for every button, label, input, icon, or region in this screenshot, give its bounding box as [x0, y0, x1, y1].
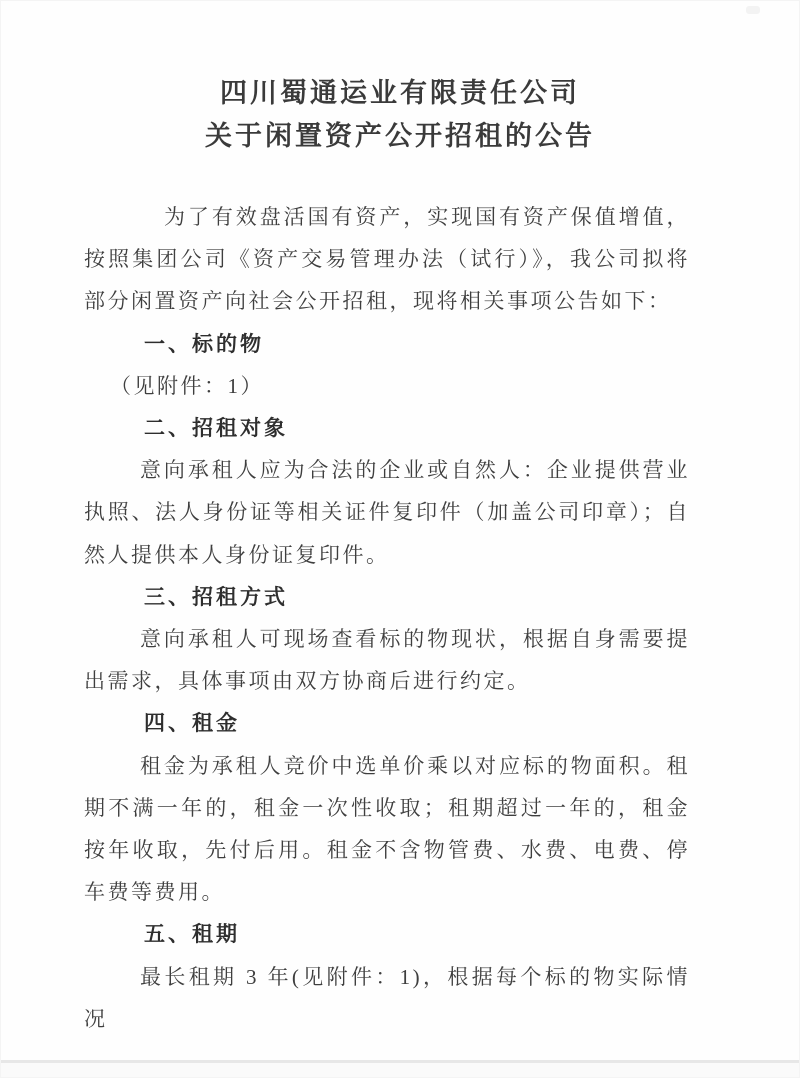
section-5-paragraph: 最长租期 3 年(见附件：1)，根据每个标的物实际情况: [84, 964, 690, 1031]
scan-smudge-artifact: [746, 6, 760, 14]
title-line-subject: 关于闲置资产公开招租的公告: [205, 121, 595, 151]
section-2-paragraph: 意向承租人应为合法的企业或自然人：企业提供营业执照、法人身份证等相关证件复印件（加盖公司印章）；自然人提供本人身份证复印件。: [84, 458, 690, 567]
section-5-heading: 五、租期: [144, 922, 240, 947]
title-line-company: 四川蜀通运业有限责任公司: [220, 78, 580, 108]
section-1-heading: 一、标的物: [144, 331, 264, 356]
section-1-attachment-note: （见附件：1）: [110, 373, 264, 398]
intro-paragraph: 为了有效盘活国有资产，实现国有资产保值增值，按照集团公司《资产交易管理办法（试行）》，我公司拟将部分闲置资产向社会公开招租，现将相关事项公告如下：: [84, 205, 690, 314]
section-3-heading: 三、招租方式: [144, 584, 288, 609]
document-title: [0, 72, 800, 158]
section-3-paragraph: 意向承租人可现场查看标的物现状，根据自身需要提出需求，具体事项由双方协商后进行约定。: [84, 627, 690, 694]
section-4-heading: 四、租金: [144, 711, 240, 736]
scan-bottom-margin: [0, 1063, 800, 1078]
section-4-paragraph: 租金为承租人竞价中选单价乘以对应标的物面积。租期不满一年的，租金一次性收取；租期超过一年的，租金按年收取，先付后用。租金不含物管费、水费、电费、停车费等费用。: [84, 753, 690, 905]
section-2-heading: 二、招租对象: [144, 416, 288, 441]
document-body: [84, 196, 690, 1040]
